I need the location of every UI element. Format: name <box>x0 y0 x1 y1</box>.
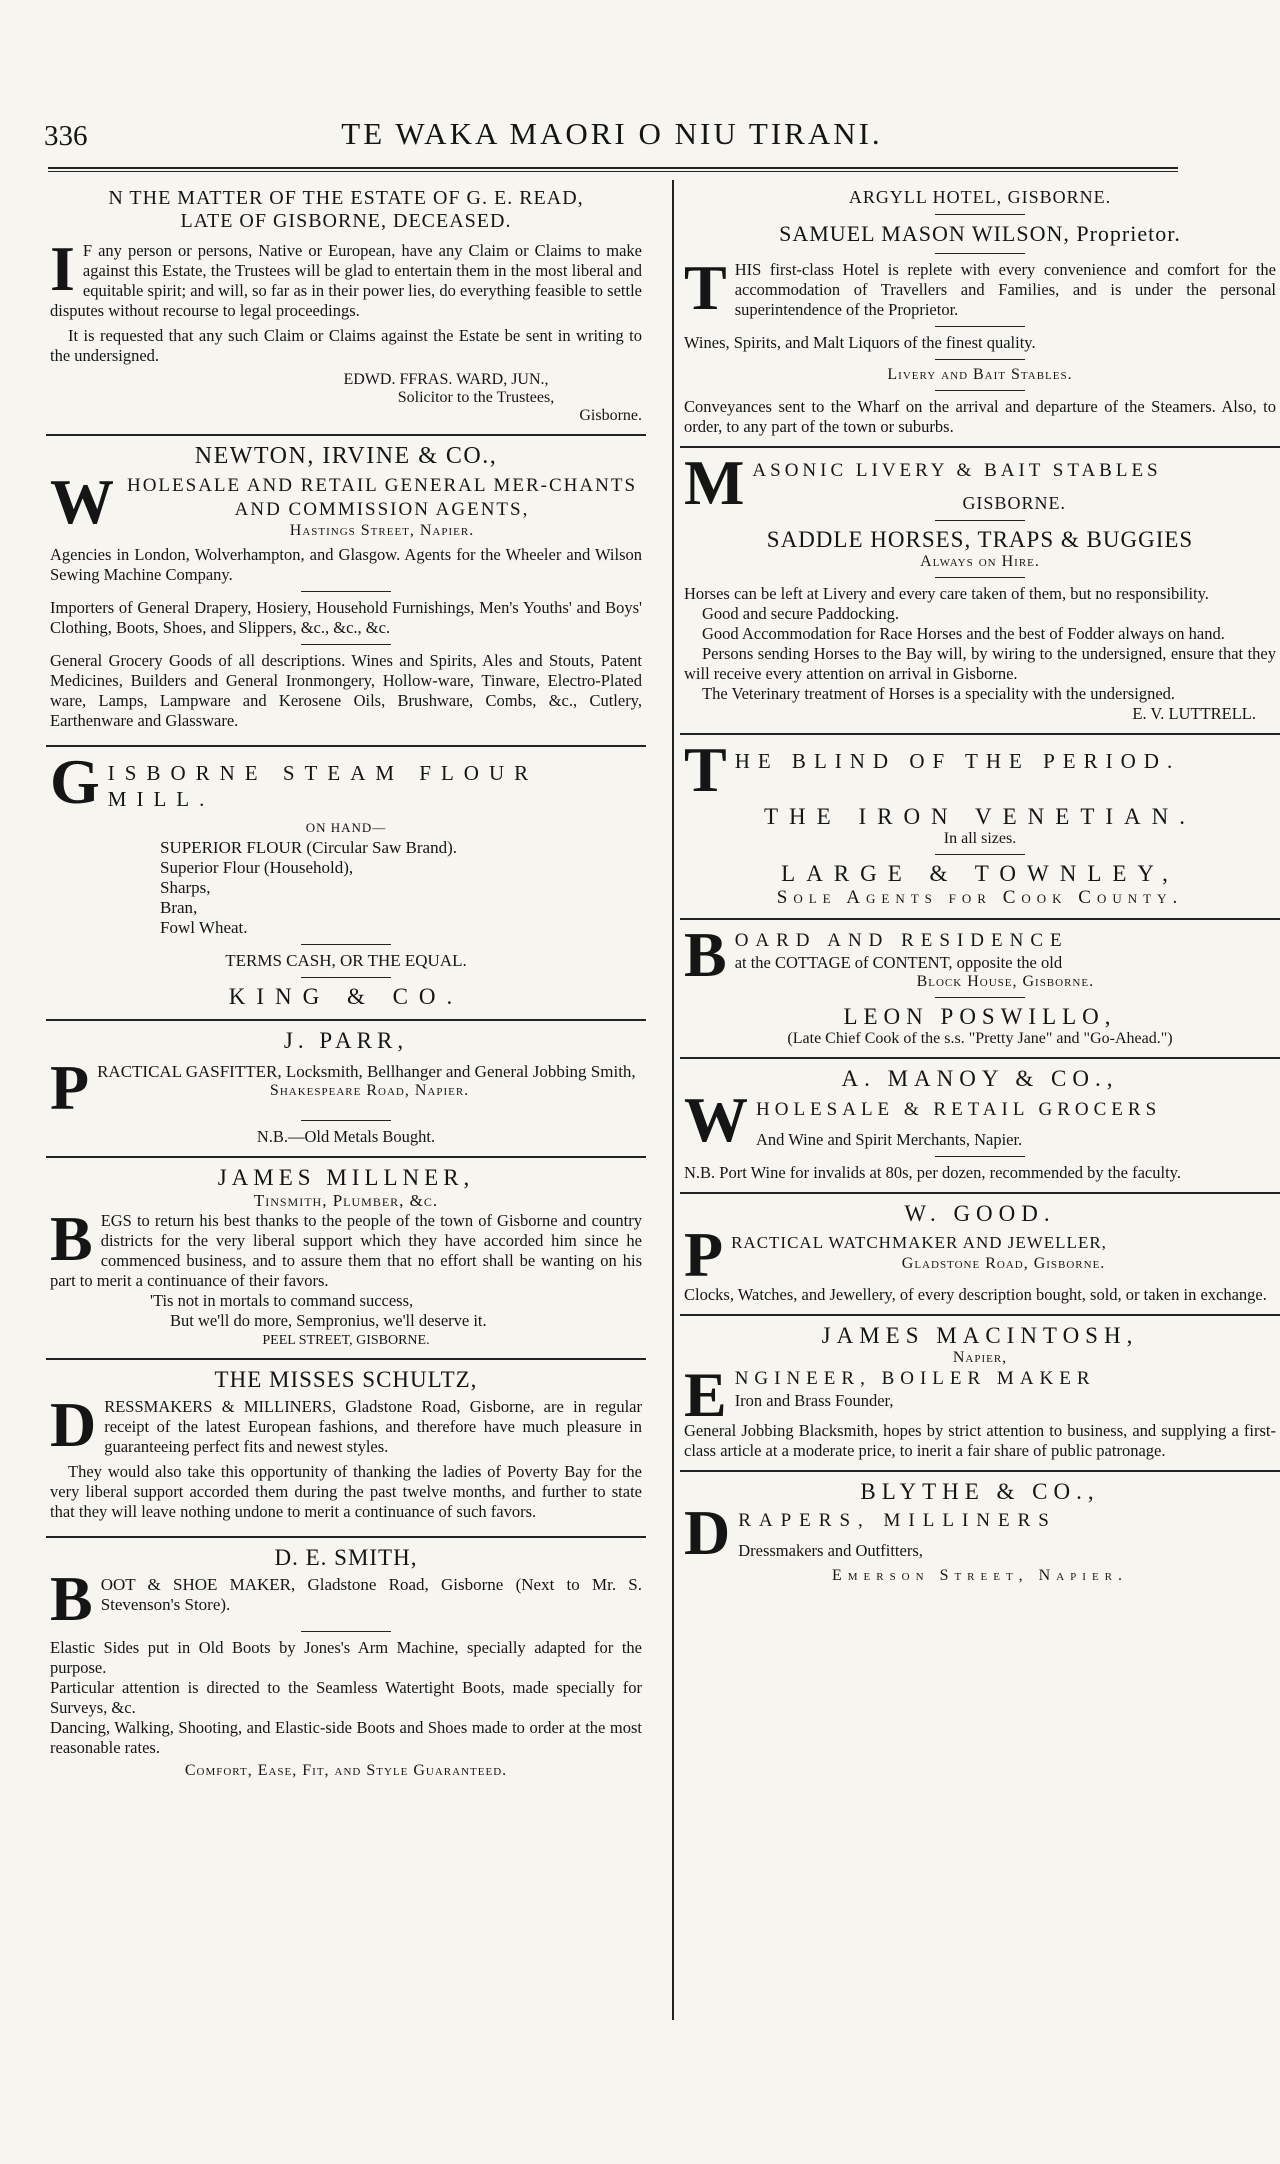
ad-conveyances: Conveyances sent to the Wharf on the arrival and departure of the Steamers. Also, to order, to any part of the town or suburbs. <box>684 397 1276 436</box>
ad-body: EGS to return his best thanks to the people of the town of Gisborne and country districts for the very liberal support which they have accorded him since he commenced business, and to assure them that no effort shall be wanting on his part to merit a continuance of their favors. <box>50 1211 642 1290</box>
list-item: Superior Flour (Household), <box>160 858 354 877</box>
ad-body: at the COTTAGE of CONTENT, opposite the old <box>734 953 1063 972</box>
ad-name: D. E. SMITH, <box>274 1545 418 1570</box>
drop-cap: B <box>684 919 727 990</box>
newspaper-title: TE WAKA MAORI O NIU TIRANI. <box>341 116 883 151</box>
ad-motto: Comfort, Ease, Fit, and Style Guaranteed. <box>184 1762 508 1779</box>
ad-name: W. GOOD. <box>904 1201 1056 1226</box>
ad-paragraph: Horses can be left at Livery and every care taken of them, but no responsibility. <box>684 584 1209 603</box>
ad-headline: SADDLE HORSES, TRAPS & BUGGIES <box>766 527 1194 552</box>
ad-lead: RACTICAL WATCHMAKER AND JEWELLER, <box>731 1233 1107 1252</box>
list-item: SUPERIOR FLOUR (Circular Saw Brand). <box>160 838 458 857</box>
ad-parr <box>46 1019 646 1156</box>
ad-body-2: It is requested that any such Claim or Claims against the Estate be sent in writing to the undersigned. <box>50 326 642 365</box>
ad-hire: Always on Hire. <box>920 553 1040 570</box>
ad-proprietor: SAMUEL MASON WILSON, Proprietor. <box>779 221 1181 246</box>
firm-name: LARGE & TOWNLEY, <box>781 861 1179 886</box>
signature: EDWD. FFRAS. WARD, JUN., <box>343 371 549 388</box>
ad-note: (Late Chief Cook of the s.s. "Pretty Jane" and "Go-Ahead.") <box>787 1030 1173 1047</box>
terms: TERMS CASH, OR THE EQUAL. <box>225 951 467 970</box>
ad-paragraph: Agencies in London, Wolverhampton, and Glasgow. Agents for the Wheeler and Wilson Sewing Machine Company. <box>50 545 642 584</box>
on-hand-label: ON HAND— <box>305 820 387 835</box>
ad-flour-mill <box>46 745 646 1019</box>
ad-manoy <box>680 1057 1280 1192</box>
ad-paragraph: Dancing, Walking, Shooting, and Elastic-side Boots and Shoes made to order at the most reasonable rates. <box>50 1718 642 1757</box>
ad-paragraph: Importers of General Drapery, Hosiery, Household Furnishings, Men's Youths' and Boys' Clothing, Boots, Shoes, and Slippers, &c., &c., &c. <box>50 598 642 637</box>
ad-note: N.B.—Old Metals Bought. <box>256 1127 436 1146</box>
ad-newton-irvine <box>46 434 646 745</box>
ad-address: Hastings Street, Napier. <box>289 522 475 539</box>
ad-body-2: Block House, Gisborne. <box>916 973 1095 990</box>
signature-title: Solicitor to the Trustees, <box>397 389 555 406</box>
drop-cap: P <box>684 1219 724 1290</box>
ad-name: J. PARR, <box>283 1028 409 1053</box>
ad-lead: ASONIC LIVERY & BAIT STABLES <box>752 460 1162 481</box>
drop-cap: G <box>50 746 100 817</box>
ad-body: RESSMAKERS & MILLINERS, Gladstone Road, Gisborne, are in regular receipt of the latest European fashions, and therefore have much pleasure in guaranteeing perfect fits and newest styles. <box>104 1397 642 1456</box>
ad-lead: ISBORNE STEAM FLOUR MILL. <box>107 761 539 811</box>
ad-blind-of-the-period <box>680 733 1280 918</box>
drop-cap: D <box>684 1497 731 1568</box>
ad-lead: HOLESALE & RETAIL GROCERS <box>756 1099 1162 1120</box>
ad-argyll-hotel <box>680 180 1280 446</box>
ad-paragraph: Good Accommodation for Race Horses and the best of Fodder always on hand. <box>702 624 1225 643</box>
ad-board-residence <box>680 918 1280 1057</box>
ad-product: THE IRON VENETIAN. <box>763 804 1196 829</box>
ad-address: Shakespeare Road, Napier. <box>269 1082 470 1099</box>
ad-name: JAMES MILLNER, <box>217 1165 475 1190</box>
drop-cap: B <box>50 1563 93 1634</box>
ad-macintosh <box>680 1314 1280 1470</box>
drop-cap: P <box>50 1052 90 1123</box>
ad-wines: Wines, Spirits, and Malt Liquors of the finest quality. <box>684 333 1036 352</box>
drop-cap: E <box>684 1359 727 1430</box>
ad-subtitle: LATE OF GISBORNE, DECEASED. <box>180 210 512 232</box>
drop-cap: I <box>50 233 75 304</box>
ad-stables: Livery and Bait Stables. <box>887 366 1073 383</box>
page-number: 336 <box>44 120 88 152</box>
drop-cap: W <box>50 466 114 537</box>
ad-trade: Tinsmith, Plumber, &c. <box>253 1191 439 1210</box>
ad-body: F any person or persons, Native or European, have any Claim or Claims to make against this Estate, the Trustees will be glad to entertain them in the most liberal and equitable spirit; and will, so far as in their power lies, do everything feasible to settle disputes without recourse to legal proceedings. <box>50 241 642 320</box>
ad-name: BLYTHE & CO., <box>860 1479 1100 1504</box>
poem-line: 'Tis not in mortals to command success, <box>150 1291 414 1310</box>
firm-name: KING & CO. <box>228 984 464 1009</box>
ad-masonic-livery <box>680 446 1280 733</box>
left-column <box>46 180 646 1789</box>
right-column <box>680 180 1280 1594</box>
ad-sub: Dressmakers and Outfitters, <box>738 1541 923 1560</box>
ad-name: LEON POSWILLO, <box>843 1004 1117 1029</box>
ad-paragraph: Particular attention is directed to the Seamless Watertight Boots, made specially for Surveys, &c. <box>50 1678 642 1717</box>
ad-address: Emerson Street, Napier. <box>831 1567 1129 1584</box>
ad-lead: HOLESALE AND RETAIL GENERAL MER-CHANTS AND COMMISSION AGENTS, <box>126 475 638 520</box>
ad-de-smith <box>46 1536 646 1789</box>
drop-cap: B <box>50 1203 93 1274</box>
ad-name: ARGYLL HOTEL, GISBORNE. <box>848 187 1112 207</box>
running-header <box>44 116 1180 160</box>
ad-lead: NGINEER, BOILER MAKER <box>734 1368 1096 1389</box>
drop-cap: T <box>684 252 727 323</box>
product-list <box>50 838 642 938</box>
list-item: Sharps, <box>160 878 211 897</box>
column-divider <box>672 180 674 2020</box>
ad-name: NEWTON, IRVINE & CO., <box>194 443 498 469</box>
ad-paragraph: General Grocery Goods of all descriptions. Wines and Spirits, Ales and Stouts, Patent Medicines, Builders and General Ironmongery, Hollow-ware, Tinware, Electro-Plated ware, Lamps, Lampware and Kerosene Oils, Brushware, Combs, &c., Cutlery, Earthenware and Glassware. <box>50 651 642 730</box>
ad-merchants: And Wine and Spirit Merchants, Napier. <box>756 1130 1023 1149</box>
ad-note: N.B. Port Wine for invalids at 80s, per dozen, recommended by the faculty. <box>684 1163 1181 1182</box>
ad-lead: HE BLIND OF THE PERIOD. <box>734 749 1181 773</box>
ad-place: GISBORNE. <box>962 493 1066 513</box>
signature-place: Gisborne. <box>579 407 642 424</box>
ad-paragraph: The Veterinary treatment of Horses is a speciality with the undersigned. <box>702 684 1176 703</box>
ad-body-2: They would also take this opportunity of thanking the ladies of Poverty Bay for the very liberal support accorded them during the past twelve months, and further to state that they will leave nothing undone to merit a continuance of such favors. <box>50 1462 642 1521</box>
ad-lead: OARD AND RESIDENCE <box>734 930 1069 951</box>
ad-sizes: In all sizes. <box>943 830 1017 847</box>
drop-cap: M <box>684 447 745 518</box>
drop-cap: T <box>684 734 727 805</box>
drop-cap: W <box>684 1084 748 1155</box>
ad-read-estate <box>46 180 646 434</box>
ad-misses-schultz <box>46 1358 646 1536</box>
ad-body: Clocks, Watches, and Jewellery, of every description bought, sold, or taken in exchange. <box>684 1285 1267 1304</box>
poem-line: But we'll do more, Sempronius, we'll deserve it. <box>170 1311 487 1330</box>
list-item: Bran, <box>160 898 198 917</box>
drop-cap: D <box>50 1389 97 1460</box>
ad-name: THE MISSES SCHULTZ, <box>214 1367 478 1392</box>
ad-lead: RACTICAL GASFITTER, Locksmith, Bellhanger and General Jobbing Smith, <box>97 1062 636 1081</box>
ad-millner <box>46 1156 646 1358</box>
ad-paragraph: Persons sending Horses to the Bay will, by wiring to the undersigned, ensure that they will receive every attention on arrival in Gisborne. <box>684 644 1276 683</box>
ad-body: General Jobbing Blacksmith, hopes by strict attention to business, and supplying a first-class article at a moderate price, to inerit a fair share of public patronage. <box>684 1421 1276 1460</box>
ad-blythe <box>680 1470 1280 1594</box>
ad-agents: Sole Agents for Cook County. <box>776 887 1184 908</box>
ad-name: A. MANOY & CO., <box>841 1066 1119 1091</box>
signature: E. V. LUTTRELL. <box>1132 704 1256 723</box>
ad-address: PEEL STREET, GISBORNE. <box>262 1333 430 1348</box>
ad-paragraph: Good and secure Paddocking. <box>702 604 900 623</box>
ad-lead: OOT & SHOE MAKER, Gladstone Road, Gisborne (Next to Mr. S. Stevenson's Store). <box>100 1575 642 1614</box>
ad-name: JAMES MACINTOSH, <box>821 1323 1139 1348</box>
ad-paragraph: Elastic Sides put in Old Boots by Jones's Arm Machine, specially adapted for the purpose. <box>50 1638 642 1677</box>
ad-title: N THE MATTER OF THE ESTATE OF G. E. READ, <box>108 187 584 209</box>
ad-founder: Iron and Brass Founder, <box>734 1391 894 1410</box>
ad-lead: RAPERS, MILLINERS <box>738 1510 1057 1531</box>
ad-w-good <box>680 1192 1280 1314</box>
ad-place: Napier, <box>952 1349 1008 1366</box>
ad-address: Gladstone Road, Gisborne. <box>901 1255 1106 1272</box>
header-rule <box>48 167 1178 172</box>
ad-body: HIS first-class Hotel is replete with every convenience and comfort for the accommodation of Travellers and Families, and is under the personal superintendence of the Proprietor. <box>734 260 1276 319</box>
list-item: Fowl Wheat. <box>160 918 248 937</box>
